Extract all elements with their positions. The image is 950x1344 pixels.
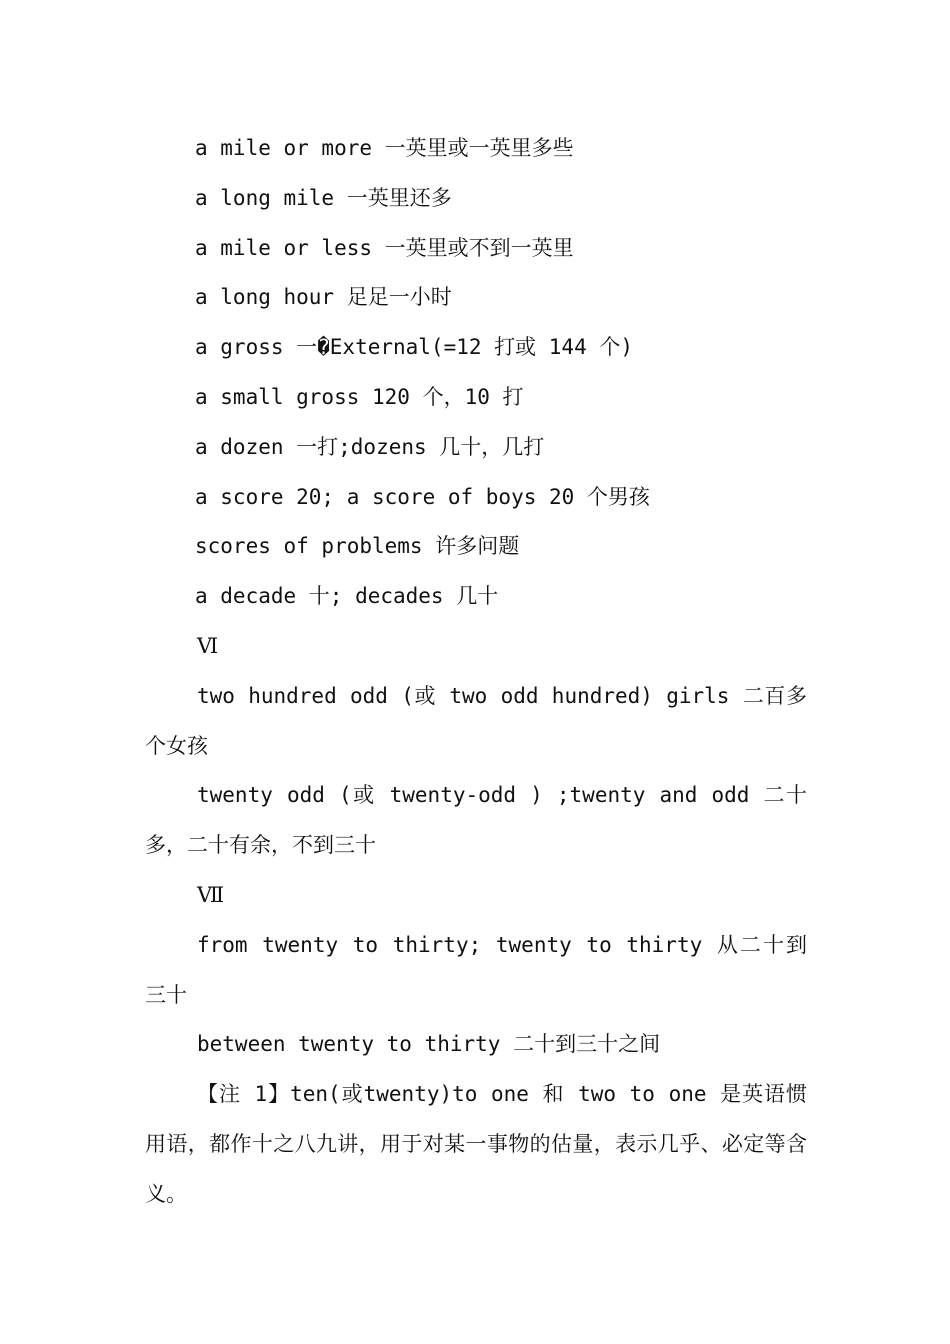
- line-small-gross: a small gross 120 个，10 打: [195, 384, 524, 409]
- line-gross: a gross 一�External(=12 打或 144 个): [195, 335, 634, 360]
- paragraph-two-hundred-odd: two hundred odd (或 two odd hundred) girls 二百多个女孩: [145, 683, 807, 758]
- document-body: [145, 124, 807, 1220]
- paragraph-from-twenty: from twenty to thirty; twenty to thirty 从二十到三十: [145, 932, 807, 1007]
- line-scores: scores of problems 许多问题: [195, 534, 520, 559]
- line-decade: a decade 十; decades 几十: [195, 584, 499, 609]
- line-mile-or-less: a mile or less 一英里或不到一英里: [195, 235, 574, 260]
- paragraph-twenty-odd: twenty odd (或 twenty-odd ) ;twenty and odd 二十多，二十有余，不到三十: [145, 783, 807, 858]
- section-heading-vi: Ⅵ: [197, 633, 219, 658]
- line-long-mile: a long mile 一英里还多: [195, 185, 452, 210]
- paragraph-between-twenty: between twenty to thirty 二十到三十之间: [197, 1032, 661, 1057]
- line-mile-or-more: a mile or more 一英里或一英里多些: [195, 136, 574, 160]
- paragraph-note-1: 【注 1】ten(或twenty)to one 和 two to one 是英语惯用语，都作十之八九讲，用于对某一事物的估量，表示几乎、必定等含义。: [145, 1082, 807, 1206]
- section-heading-vii: Ⅶ: [197, 882, 225, 907]
- line-dozen: a dozen 一打;dozens 几十，几打: [195, 434, 545, 459]
- line-long-hour: a long hour 足足一小时: [195, 285, 452, 310]
- line-score: a score 20; a score of boys 20 个男孩: [195, 484, 650, 509]
